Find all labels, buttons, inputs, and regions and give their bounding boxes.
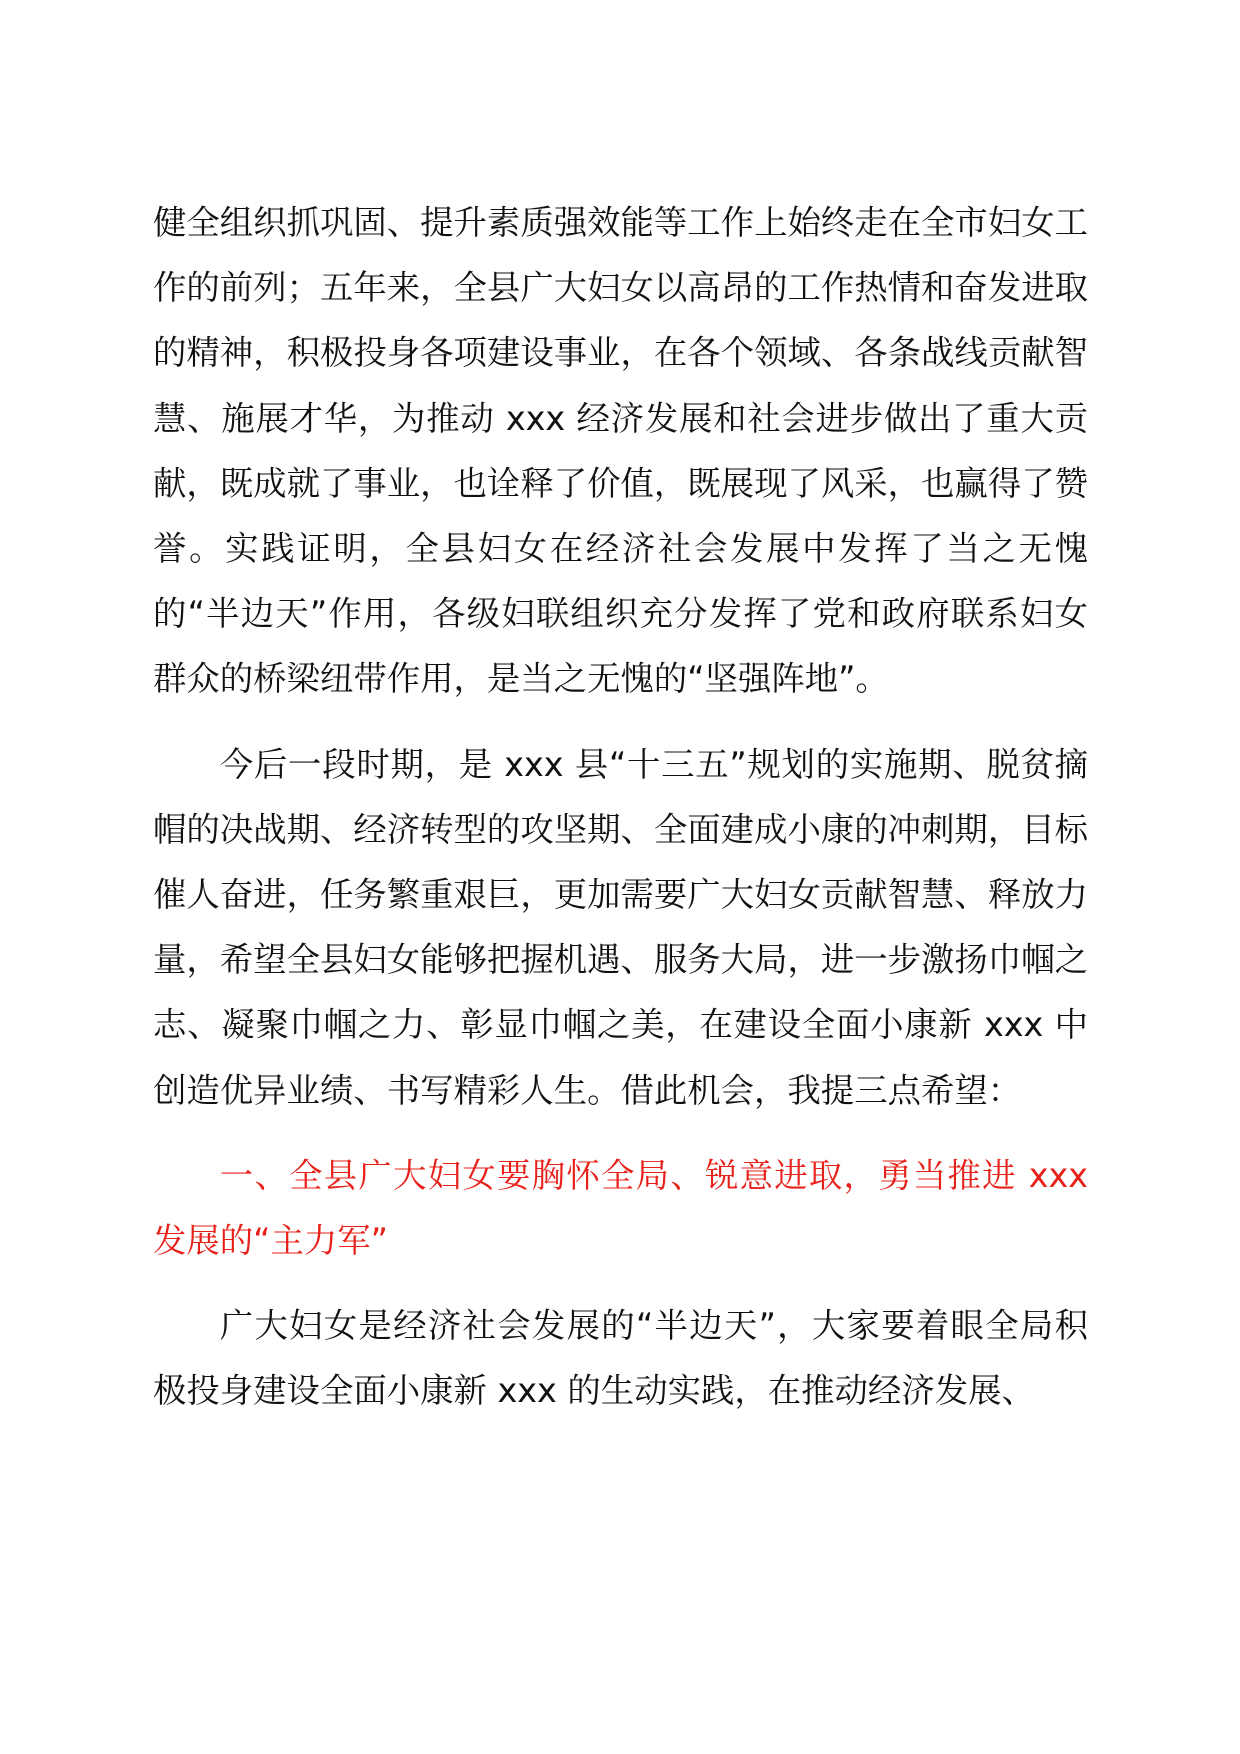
paragraph-3: 广大妇女是经济社会发展的“半边天”，大家要着眼全局积极投身建设全面小康新 xxx 的生动实践，在推动经济发展、: [153, 1306, 1088, 1411]
paragraph-1: 健全组织抓巩固、提升素质强效能等工作上始终走在全市妇女工作的前列；五年来，全县广大妇女以高昂的工作热情和奋发进取的精神，积极投身各项建设事业，在各个领域、各条战线贡献智慧、施展才华，为推动 xxx 经济发展和社会进步做出了重大贡献，既成就了事业，也诠释了价值，既展现了风采，也赢得了赞誉。实践证明，全县妇女在经济社会发展中发挥了当之无愧的“半边天”作用，各级妇联组织充分发挥了党和政府联系妇女群众的桥梁纽带作用，是当之无愧的“坚强阵地”。: [153, 203, 1088, 699]
section-heading: 一、全县广大妇女要胸怀全局、锐意进取，勇当推进 xxx 发展的“主力军”: [153, 1155, 1088, 1261]
document-page: [153, 190, 1088, 1424]
paragraph-2: 今后一段时期，是 xxx 县“十三五”规划的实施期、脱贫摘帽的决战期、经济转型的攻坚期、全面建成小康的冲刺期，目标催人奋进，任务繁重艰巨，更加需要广大妇女贡献智慧、释放力量，希望全县妇女能够把握机遇、服务大局，进一步激扬巾帼之志、凝聚巾帼之力、彰显巾帼之美，在建设全面小康新 xxx 中创造优异业绩、书写精彩人生。借此机会，我提三点希望：: [153, 744, 1088, 1110]
